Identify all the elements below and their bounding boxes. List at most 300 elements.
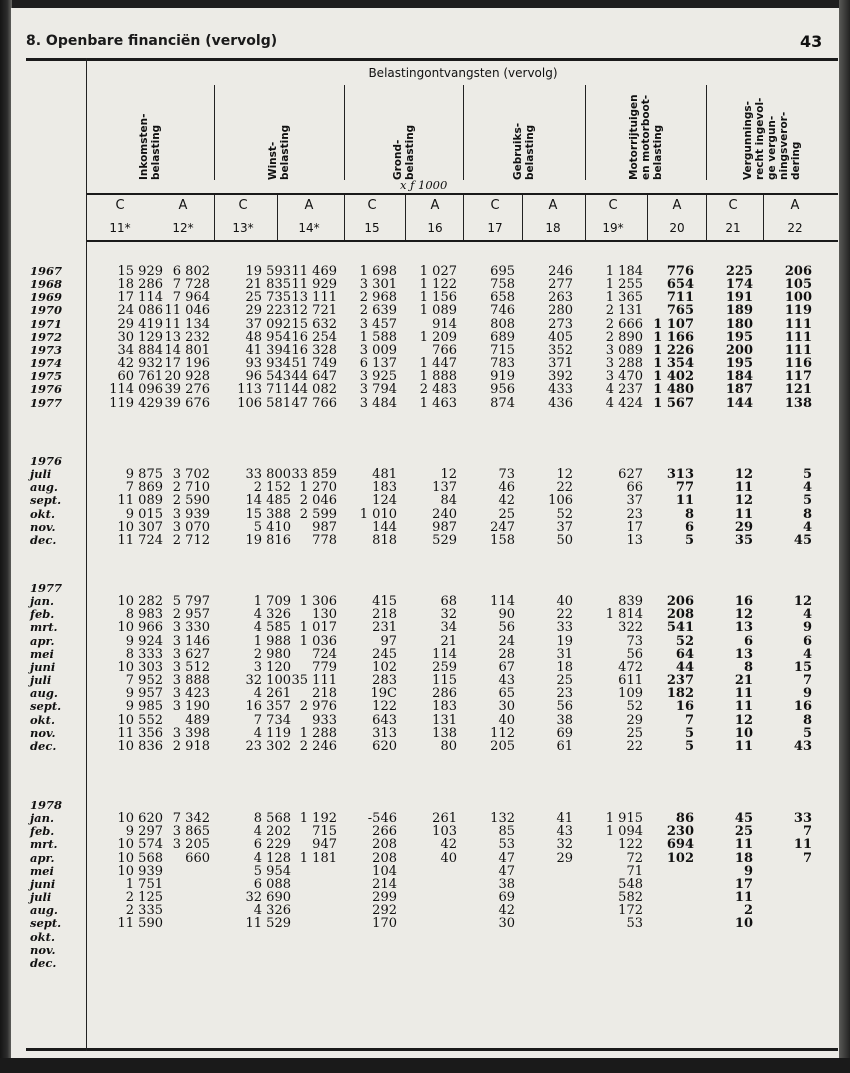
row-label: mrt. <box>30 620 58 635</box>
table-cell: 32 690 <box>245 890 291 906</box>
table-cell: 9 <box>743 863 753 879</box>
column-ca-6: A <box>430 198 440 213</box>
table-cell: 38 <box>498 876 515 892</box>
table-cell: 352 <box>548 342 573 358</box>
table-cell: 69 <box>498 890 515 906</box>
table-cell: 11 469 <box>291 264 337 279</box>
table-cell: 1 094 <box>605 824 643 840</box>
table-cell: 85 <box>498 824 515 840</box>
table-cell: 541 <box>666 620 694 636</box>
table-cell: 122 <box>372 699 397 715</box>
table-cell: 41 394 <box>245 342 291 358</box>
table-cell: 32 <box>556 837 573 853</box>
bottom-rule <box>26 1048 838 1051</box>
table-row <box>0 904 840 917</box>
table-cell: 37 092 <box>245 316 291 332</box>
table-cell: 2 976 <box>299 699 337 715</box>
table-cell: 158 <box>490 532 515 548</box>
table-cell: 4 326 <box>253 607 291 623</box>
table-cell: 392 <box>548 369 573 385</box>
header-bottom-rule <box>86 240 838 242</box>
table-cell: 611 <box>618 673 643 689</box>
table-cell: 1 226 <box>653 342 694 358</box>
column-ca-5: C <box>367 198 377 213</box>
table-cell: 10 <box>734 725 753 741</box>
table-cell: 5 <box>684 532 694 548</box>
column-label-3: Winst- belasting <box>267 124 291 180</box>
table-cell: 11 <box>734 738 753 754</box>
table-cell: 776 <box>666 264 694 279</box>
table-row <box>0 740 840 753</box>
table-cell: 16 328 <box>291 342 337 358</box>
table-cell: 19C <box>370 686 397 702</box>
table-cell: 218 <box>372 607 397 623</box>
table-row <box>0 917 840 930</box>
table-cell: 2 639 <box>359 303 397 319</box>
table-cell: 103 <box>432 824 457 840</box>
table-cell: 100 <box>784 290 812 306</box>
table-cell: 106 <box>548 493 573 509</box>
table-cell: 273 <box>548 316 573 332</box>
table-cell: 33 <box>793 811 812 827</box>
table-cell: 23 <box>626 506 643 522</box>
table-cell: 206 <box>784 264 812 279</box>
table-row <box>0 265 840 278</box>
column-ca-3: C <box>238 198 248 213</box>
table-cell: 225 <box>725 264 753 279</box>
table-cell: 292 <box>372 903 397 919</box>
column-separator <box>647 195 648 240</box>
table-cell: 7 <box>802 673 812 689</box>
table-cell: 114 <box>490 594 515 610</box>
table-cell: 68 <box>440 594 457 610</box>
table-cell: 839 <box>618 594 643 610</box>
table-cell: 694 <box>666 837 694 853</box>
table-cell: 10 568 <box>117 850 163 866</box>
column-separator <box>463 195 464 240</box>
table-cell: 16 357 <box>245 699 291 715</box>
table-row <box>0 891 840 904</box>
table-cell: 144 <box>725 395 753 411</box>
table-cell: 45 <box>734 811 753 827</box>
table-cell: 3 423 <box>172 686 210 702</box>
row-label: sept. <box>30 493 62 508</box>
table-cell: 12 <box>556 467 573 483</box>
table-cell: 113 711 <box>237 382 291 398</box>
table-cell: 1 184 <box>605 264 643 279</box>
table-row <box>0 674 840 687</box>
table-cell: 33 800 <box>245 467 291 483</box>
table-cell: 64 <box>675 646 694 662</box>
table-cell: 433 <box>548 382 573 398</box>
table-row <box>0 331 840 344</box>
table-cell: 114 096 <box>109 382 163 398</box>
table-cell: 654 <box>666 277 694 293</box>
table-cell: 11 <box>793 837 812 853</box>
table-cell: 180 <box>725 316 753 332</box>
table-row <box>0 468 840 481</box>
table-cell: 67 <box>498 659 515 675</box>
row-label: jan. <box>30 811 54 826</box>
table-cell: 956 <box>490 382 515 398</box>
column-ca-10: A <box>672 198 682 213</box>
table-cell: 1 255 <box>605 277 643 293</box>
table-cell: 1 270 <box>299 480 337 496</box>
table-cell: 415 <box>372 594 397 610</box>
table-cell: 9 297 <box>125 824 163 840</box>
table-row <box>0 534 840 547</box>
column-separator <box>277 195 278 240</box>
table-cell: 119 429 <box>109 395 163 411</box>
row-label: dec. <box>30 955 57 970</box>
table-cell: 45 <box>793 532 812 548</box>
table-cell: 17 <box>734 876 753 892</box>
table-cell: 3 398 <box>172 725 210 741</box>
table-cell: 13 <box>734 646 753 662</box>
table-cell: 9 <box>802 686 812 702</box>
row-label: jan. <box>30 594 54 609</box>
table-cell: 44 082 <box>291 382 337 398</box>
table-cell: 3 330 <box>172 620 210 636</box>
table-cell: 73 <box>498 467 515 483</box>
row-label: feb. <box>30 824 55 839</box>
column-ca-1: C <box>115 198 125 213</box>
table-cell: 5 410 <box>253 519 291 535</box>
table-cell: 11 529 <box>245 916 291 932</box>
column-separator <box>214 85 215 180</box>
table-cell: 33 <box>556 620 573 636</box>
table-cell: 237 <box>666 673 694 689</box>
table-cell: 28 <box>498 646 515 662</box>
table-cell: 313 <box>372 725 397 741</box>
table-cell: 715 <box>312 824 337 840</box>
table-cell: 23 302 <box>245 738 291 754</box>
table-cell: 280 <box>548 303 573 319</box>
year-label: 1977 <box>30 581 63 595</box>
table-cell: 13 232 <box>164 329 210 345</box>
table-cell: 808 <box>490 316 515 332</box>
table-cell: 3 865 <box>172 824 210 840</box>
table-cell: 765 <box>666 303 694 319</box>
table-row <box>0 344 840 357</box>
column-separator <box>463 85 464 180</box>
table-cell: 783 <box>490 356 515 372</box>
table-cell: 32 <box>440 607 457 623</box>
table-cell: 3 120 <box>253 659 291 675</box>
table-cell: 12 721 <box>291 303 337 319</box>
table-cell: 1 036 <box>299 633 337 649</box>
column-number-10: 20 <box>669 221 685 235</box>
table-cell: 481 <box>372 467 397 483</box>
table-cell: 9 875 <box>125 467 163 483</box>
table-cell: 122 <box>618 837 643 853</box>
table-cell: 56 <box>556 699 573 715</box>
table-cell: 489 <box>185 712 210 728</box>
table-cell: 195 <box>725 356 753 372</box>
column-separator <box>344 195 345 240</box>
table-cell: 105 <box>784 277 812 293</box>
table-cell: 12 <box>734 467 753 483</box>
table-cell: 711 <box>666 290 694 306</box>
table-cell: 758 <box>490 277 515 293</box>
table-cell: 9 015 <box>125 506 163 522</box>
table-cell: 61 <box>556 738 573 754</box>
row-label: okt. <box>30 712 55 727</box>
table-cell: 22 <box>626 738 643 754</box>
table-row <box>0 865 840 878</box>
table-cell: 2 483 <box>419 382 457 398</box>
table-cell: 8 <box>802 712 812 728</box>
table-cell: 90 <box>498 607 515 623</box>
row-label: dec. <box>30 738 57 753</box>
table-cell: 919 <box>490 369 515 385</box>
table-cell: 52 <box>626 699 643 715</box>
table-cell: 40 <box>556 594 573 610</box>
table-cell: 16 <box>675 699 694 715</box>
table-cell: 208 <box>666 607 694 623</box>
table-cell: 11 046 <box>164 303 210 319</box>
table-cell: 3 009 <box>359 342 397 358</box>
table-cell: 19 <box>556 633 573 649</box>
table-cell: 8 <box>684 506 694 522</box>
column-ca-12: A <box>790 198 800 213</box>
table-cell: 47 <box>498 863 515 879</box>
table-cell: 247 <box>490 519 515 535</box>
table-cell: 11 <box>734 480 753 496</box>
table-cell: 405 <box>548 329 573 345</box>
table-cell: 25 <box>734 824 753 840</box>
table-cell: 38 <box>556 712 573 728</box>
table-cell: 40 <box>498 712 515 728</box>
table-row <box>0 661 840 674</box>
table-row <box>0 397 840 410</box>
column-separator <box>706 195 707 240</box>
table-cell: 987 <box>432 519 457 535</box>
column-separator <box>706 85 707 180</box>
table-row <box>0 635 840 648</box>
table-cell: 20 928 <box>164 369 210 385</box>
table-row <box>0 494 840 507</box>
table-cell: 582 <box>618 890 643 906</box>
table-cell: 42 <box>498 903 515 919</box>
table-cell: 4 585 <box>253 620 291 636</box>
table-cell: 56 <box>498 620 515 636</box>
table-cell: 71 <box>626 863 643 879</box>
table-cell: 1 915 <box>605 811 643 827</box>
table-cell: 3 484 <box>359 395 397 411</box>
bottom-shadow <box>0 1058 850 1073</box>
table-cell: 6 088 <box>253 876 291 892</box>
table-cell: 56 <box>626 646 643 662</box>
table-cell: 43 <box>793 738 812 754</box>
table-cell: 51 749 <box>291 356 337 372</box>
table-cell: 206 <box>666 594 694 610</box>
table-cell: 1 027 <box>419 264 457 279</box>
row-label: 1974 <box>30 356 63 371</box>
table-cell: 4 <box>802 519 812 535</box>
table-cell: 25 735 <box>245 290 291 306</box>
table-cell: 13 <box>734 620 753 636</box>
table-cell: 2 666 <box>605 316 643 332</box>
column-number-9: 19* <box>602 221 624 235</box>
table-cell: 1 354 <box>653 356 694 372</box>
table-cell: 874 <box>490 395 515 411</box>
table-cell: 8 333 <box>125 646 163 662</box>
table-cell: 11 <box>734 699 753 715</box>
table-cell: 29 <box>734 519 753 535</box>
table-cell: 1 988 <box>253 633 291 649</box>
table-cell: 7 869 <box>125 480 163 496</box>
table-cell: 10 <box>734 916 753 932</box>
table-cell: 12 <box>734 607 753 623</box>
table-cell: 18 286 <box>117 277 163 293</box>
table-cell: 9 <box>802 620 812 636</box>
table-cell: 1 209 <box>419 329 457 345</box>
table-cell: 30 <box>498 699 515 715</box>
table-cell: 52 <box>675 633 694 649</box>
column-label-1: Inkomsten- belasting <box>138 113 162 180</box>
table-cell: 13 <box>626 532 643 548</box>
table-cell: 29 223 <box>245 303 291 319</box>
row-label: 1971 <box>30 316 63 331</box>
table-cell: 4 326 <box>253 903 291 919</box>
row-label: nov. <box>30 519 56 534</box>
table-cell: 1 166 <box>653 329 694 345</box>
column-number-11: 21 <box>725 221 741 235</box>
table-cell: 11 089 <box>117 493 163 509</box>
table-cell: 42 <box>440 837 457 853</box>
table-cell: 779 <box>312 659 337 675</box>
table-cell: 138 <box>432 725 457 741</box>
table-cell: 11 <box>734 686 753 702</box>
table-cell: 4 128 <box>253 850 291 866</box>
row-label: mrt. <box>30 837 58 852</box>
table-cell: 37 <box>556 519 573 535</box>
table-cell: 12 <box>793 594 812 610</box>
column-number-3: 13* <box>232 221 254 235</box>
table-cell: 371 <box>548 356 573 372</box>
table-row <box>0 481 840 494</box>
table-cell: 111 <box>784 316 812 332</box>
table-row <box>0 648 840 661</box>
table-cell: 34 884 <box>117 342 163 358</box>
table-cell: 695 <box>490 264 515 279</box>
table-cell: 218 <box>312 686 337 702</box>
table-row <box>0 521 840 534</box>
table-cell: 60 761 <box>117 369 163 385</box>
table-cell: 18 <box>556 659 573 675</box>
table-cell: 72 <box>626 850 643 866</box>
table-cell: 11 <box>734 890 753 906</box>
table-cell: 3 512 <box>172 659 210 675</box>
row-label: sept. <box>30 916 62 931</box>
table-cell: 18 <box>734 850 753 866</box>
table-cell: 2 590 <box>172 493 210 509</box>
column-number-7: 17 <box>487 221 503 235</box>
table-cell: 205 <box>490 738 515 754</box>
table-cell: 1 017 <box>299 620 337 636</box>
column-separator <box>344 85 345 180</box>
table-cell: 174 <box>725 277 753 293</box>
table-cell: 1 107 <box>653 316 694 332</box>
table-cell: 208 <box>372 837 397 853</box>
table-cell: 37 <box>626 493 643 509</box>
table-cell: 14 485 <box>245 493 291 509</box>
table-cell: 50 <box>556 532 573 548</box>
row-label: 1970 <box>30 303 63 318</box>
row-label: juli <box>30 890 52 905</box>
table-cell: 6 137 <box>359 356 397 372</box>
row-label: sept. <box>30 699 62 714</box>
table-row <box>0 727 840 740</box>
table-cell: 39 676 <box>164 395 210 411</box>
table-cell: 12 <box>734 712 753 728</box>
table-cell: 1 567 <box>653 395 694 411</box>
table-cell: 11 <box>734 837 753 853</box>
table-cell: 30 <box>498 916 515 932</box>
table-cell: 44 647 <box>291 369 337 385</box>
column-separator <box>522 195 523 240</box>
table-row <box>0 931 840 944</box>
table-cell: 10 574 <box>117 837 163 853</box>
table-cell: 7 952 <box>125 673 163 689</box>
table-cell: 65 <box>498 686 515 702</box>
table-cell: 2 712 <box>172 532 210 548</box>
table-cell: 1 156 <box>419 290 457 306</box>
table-cell: 4 <box>802 646 812 662</box>
table-cell: 724 <box>312 646 337 662</box>
table-cell: 106 581 <box>237 395 291 411</box>
table-cell: 286 <box>432 686 457 702</box>
table-row <box>0 714 840 727</box>
table-cell: 2 710 <box>172 480 210 496</box>
table-cell: 472 <box>618 659 643 675</box>
table-cell: 39 276 <box>164 382 210 398</box>
table-cell: 15 632 <box>291 316 337 332</box>
table-cell: 1 588 <box>359 329 397 345</box>
table-row <box>0 318 840 331</box>
table-cell: 34 <box>440 620 457 636</box>
table-cell: 266 <box>372 824 397 840</box>
table-cell: 5 <box>684 725 694 741</box>
table-cell: 1 709 <box>253 594 291 610</box>
column-number-1: 11* <box>109 221 131 235</box>
table-cell: 8 983 <box>125 607 163 623</box>
table-cell: 183 <box>372 480 397 496</box>
table-cell: 10 836 <box>117 738 163 754</box>
column-separator <box>214 195 215 240</box>
table-cell: 7 964 <box>172 290 210 306</box>
table-cell: 6 <box>684 519 694 535</box>
table-cell: 1 365 <box>605 290 643 306</box>
table-cell: 182 <box>666 686 694 702</box>
table-cell: 132 <box>490 811 515 827</box>
table-cell: 5 954 <box>253 863 291 879</box>
row-label: aug. <box>30 480 58 495</box>
table-cell: 86 <box>675 811 694 827</box>
column-number-4: 14* <box>298 221 320 235</box>
table-cell: 15 929 <box>117 264 163 279</box>
row-label: mei <box>30 646 54 661</box>
table-cell: 130 <box>312 607 337 623</box>
table-cell: 283 <box>372 673 397 689</box>
table-cell: 2 968 <box>359 290 397 306</box>
table-cell: 766 <box>432 342 457 358</box>
table-cell: 44 <box>675 659 694 675</box>
table-cell: 124 <box>372 493 397 509</box>
row-label: juli <box>30 467 52 482</box>
table-cell: 1 463 <box>419 395 457 411</box>
